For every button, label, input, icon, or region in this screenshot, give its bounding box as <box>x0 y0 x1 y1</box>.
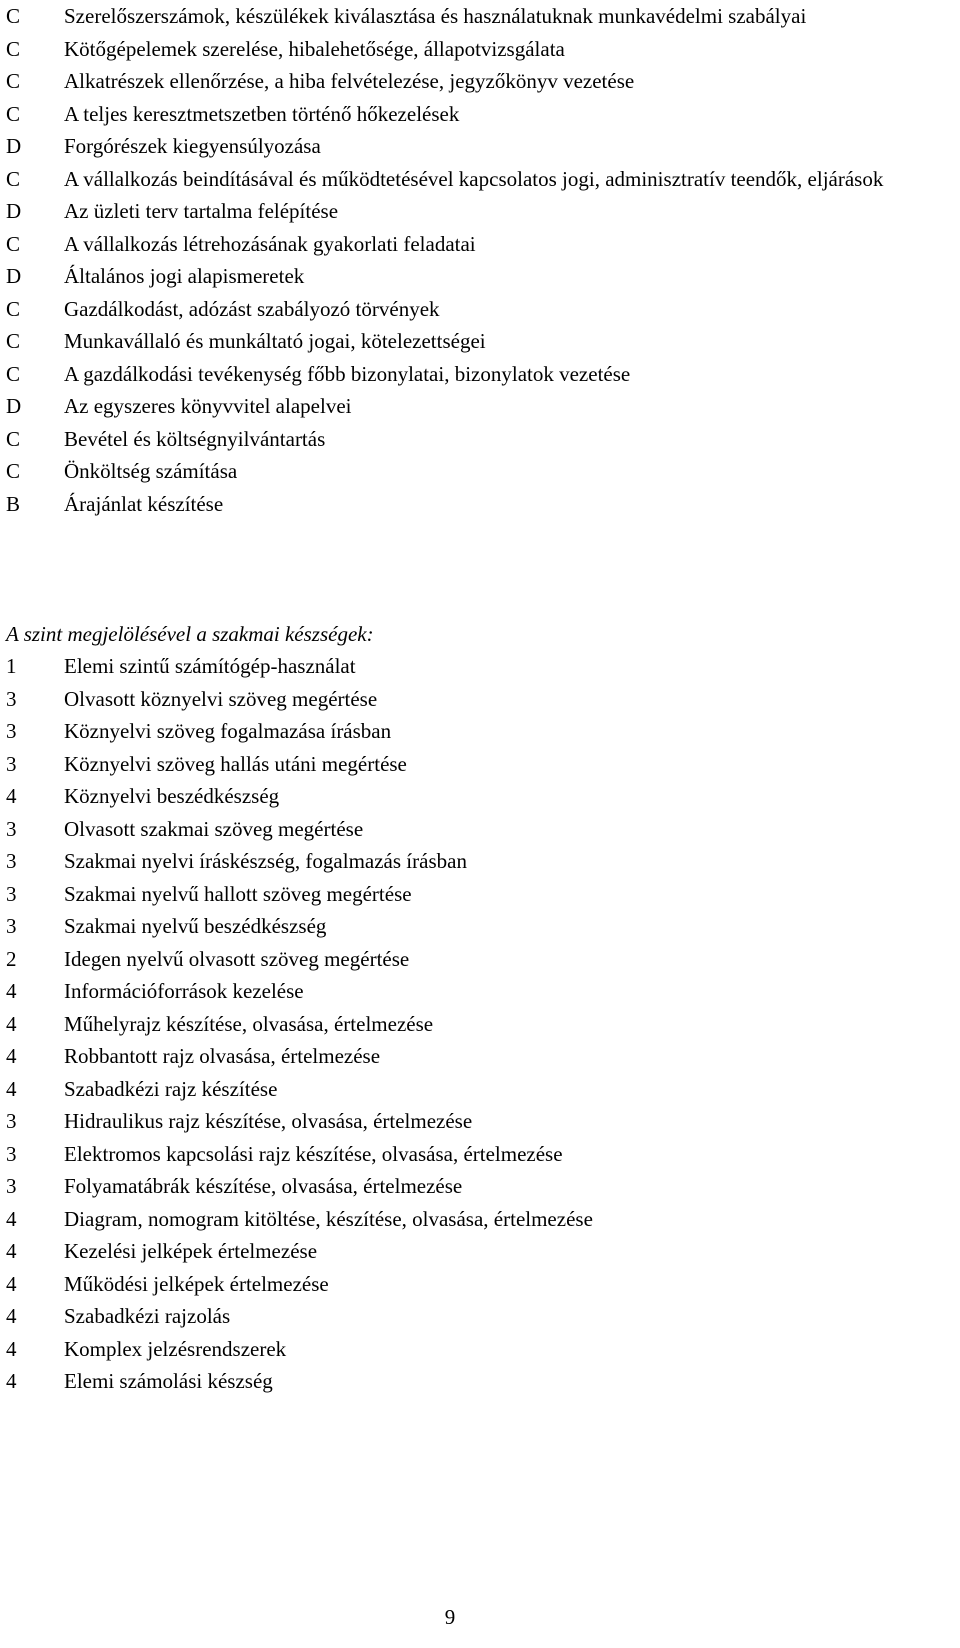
item-text: Gazdálkodást, adózást szabályozó törvények <box>64 296 440 321</box>
list-item <box>6 98 946 131</box>
item-text: Információforrások kezelése <box>64 979 304 1003</box>
level-code: 4 <box>6 1044 17 1068</box>
list-item <box>6 1333 946 1366</box>
item-text: Az üzleti terv tartalma felépítése <box>64 199 339 223</box>
list-item <box>6 845 946 878</box>
item-text: Önköltség számítása <box>64 459 238 483</box>
item-text: Köznyelvi beszédkészség <box>64 784 280 808</box>
list-item <box>6 1170 946 1203</box>
list-item <box>6 650 946 683</box>
item-text: Olvasott szakmai szöveg megértése <box>64 816 364 841</box>
item-text: Szabadkézi rajzolás <box>64 1304 231 1328</box>
level-code: 4 <box>6 1271 17 1296</box>
item-text: Szakmai nyelvű hallott szöveg megértése <box>64 881 412 906</box>
item-text: Kötőgépelemek szerelése, hibalehetősége, állapotvizsgálata <box>64 36 565 61</box>
list-item <box>6 1235 946 1268</box>
item-text: Köznyelvi szöveg fogalmazása írásban <box>64 719 392 743</box>
list-item <box>6 1138 946 1171</box>
level-code: C <box>6 69 21 93</box>
item-text: A vállalkozás beindításával és működtetésével kapcsolatos jogi, adminisztratív teendők, eljárások <box>64 166 884 191</box>
item-text: Munkavállaló és munkáltató jogai, kötelezettségei <box>64 329 486 353</box>
skills-list <box>6 650 946 1398</box>
item-text: Diagram, nomogram kitöltése, készítése, olvasása, értelmezése <box>64 1206 593 1231</box>
level-code: 3 <box>6 686 17 711</box>
level-code: C <box>6 166 21 191</box>
level-code: 3 <box>6 719 17 743</box>
list-item <box>6 1073 946 1106</box>
item-text: Általános jogi alapismeretek <box>64 264 305 288</box>
knowledge-list <box>6 0 946 520</box>
list-item <box>6 878 946 911</box>
item-text: Szerelőszerszámok, készülékek kiválasztása és használatuknak munkavédelmi szabályai <box>64 4 807 28</box>
list-item <box>6 325 946 358</box>
item-text: Bevétel és költségnyilvántartás <box>64 426 326 451</box>
list-item <box>6 780 946 813</box>
item-text: A vállalkozás létrehozásának gyakorlati feladatai <box>64 231 476 256</box>
item-text: Köznyelvi szöveg hallás utáni megértése <box>64 751 407 776</box>
level-code: 4 <box>6 979 17 1003</box>
level-code: 4 <box>6 1011 17 1036</box>
list-item <box>6 488 946 521</box>
level-code: 3 <box>6 751 17 776</box>
list-item <box>6 715 946 748</box>
level-code: C <box>6 231 21 256</box>
level-code: 1 <box>6 654 17 678</box>
level-code: 4 <box>6 1239 17 1263</box>
list-item <box>6 683 946 716</box>
list-item <box>6 943 946 976</box>
level-code: 4 <box>6 784 17 808</box>
item-text: Forgórészek kiegyensúlyozása <box>64 134 321 158</box>
list-item <box>6 1268 946 1301</box>
level-code: C <box>6 4 21 28</box>
list-item <box>6 975 946 1008</box>
list-item <box>6 163 946 196</box>
list-item <box>6 910 946 943</box>
item-text: Hidraulikus rajz készítése, olvasása, értelmezése <box>64 1109 473 1133</box>
list-item <box>6 33 946 66</box>
skills-heading: A szint megjelölésével a szakmai készségek: <box>6 622 374 646</box>
item-text: Robbantott rajz olvasása, értelmezése <box>64 1044 381 1068</box>
level-code: 3 <box>6 1141 17 1166</box>
level-code: 3 <box>6 816 17 841</box>
list-item <box>6 358 946 391</box>
level-code: 3 <box>6 849 17 873</box>
list-item <box>6 0 946 33</box>
level-code: 4 <box>6 1076 17 1101</box>
item-text: Folyamatábrák készítése, olvasása, értelmezése <box>64 1174 463 1198</box>
level-code: C <box>6 329 21 353</box>
list-item <box>6 1203 946 1236</box>
level-code: D <box>6 134 22 158</box>
item-text: Működési jelképek értelmezése <box>64 1271 329 1296</box>
level-code: D <box>6 264 22 288</box>
level-code: 4 <box>6 1304 17 1328</box>
list-item <box>6 1300 946 1333</box>
level-code: C <box>6 361 21 386</box>
level-code: 4 <box>6 1369 17 1393</box>
item-text: Idegen nyelvű olvasott szöveg megértése <box>64 946 410 971</box>
list-item <box>6 1040 946 1073</box>
level-code: 3 <box>6 914 17 938</box>
level-code: C <box>6 101 21 126</box>
level-code: 3 <box>6 1109 17 1133</box>
item-text: Kezelési jelképek értelmezése <box>64 1239 318 1263</box>
list-item <box>6 130 946 163</box>
level-code: C <box>6 426 21 451</box>
item-text: Elemi szintű számítógép-használat <box>64 654 356 678</box>
level-code: C <box>6 36 21 61</box>
list-item <box>6 1365 946 1398</box>
item-text: Elektromos kapcsolási rajz készítése, olvasása, értelmezése <box>64 1141 563 1166</box>
level-code: D <box>6 394 22 418</box>
item-text: Olvasott köznyelvi szöveg megértése <box>64 686 378 711</box>
item-text: A teljes keresztmetszetben történő hőkezelések <box>64 101 460 126</box>
list-item <box>6 390 946 423</box>
list-item <box>6 1008 946 1041</box>
level-code: 2 <box>6 946 17 971</box>
item-text: Elemi számolási készség <box>64 1369 273 1393</box>
level-code: 3 <box>6 881 17 906</box>
level-code: D <box>6 199 22 223</box>
list-item <box>6 813 946 846</box>
item-text: Az egyszeres könyvvitel alapelvei <box>64 394 352 418</box>
item-text: A gazdálkodási tevékenység főbb bizonylatai, bizonylatok vezetése <box>64 361 631 386</box>
item-text: Szabadkézi rajz készítése <box>64 1076 278 1101</box>
list-item <box>6 228 946 261</box>
level-code: 4 <box>6 1206 17 1231</box>
list-item <box>6 423 946 456</box>
item-text: Szakmai nyelvű beszédkészség <box>64 914 327 938</box>
level-code: 4 <box>6 1336 17 1361</box>
item-text: Árajánlat készítése <box>64 491 224 516</box>
level-code: C <box>6 459 21 483</box>
item-text: Alkatrészek ellenőrzése, a hiba felvételezése, jegyzőkönyv vezetése <box>64 69 635 93</box>
page-number: 9 <box>444 1605 456 1629</box>
list-item <box>6 195 946 228</box>
level-code: C <box>6 296 21 321</box>
item-text: Szakmai nyelvi íráskészség, fogalmazás írásban <box>64 849 467 873</box>
item-text: Műhelyrajz készítése, olvasása, értelmezése <box>64 1011 434 1036</box>
level-code: 3 <box>6 1174 17 1198</box>
list-item <box>6 260 946 293</box>
list-item <box>6 293 946 326</box>
list-item <box>6 748 946 781</box>
level-code: B <box>6 491 21 516</box>
item-text: Komplex jelzésrendszerek <box>64 1336 287 1361</box>
list-item <box>6 1105 946 1138</box>
list-item <box>6 65 946 98</box>
list-item <box>6 455 946 488</box>
